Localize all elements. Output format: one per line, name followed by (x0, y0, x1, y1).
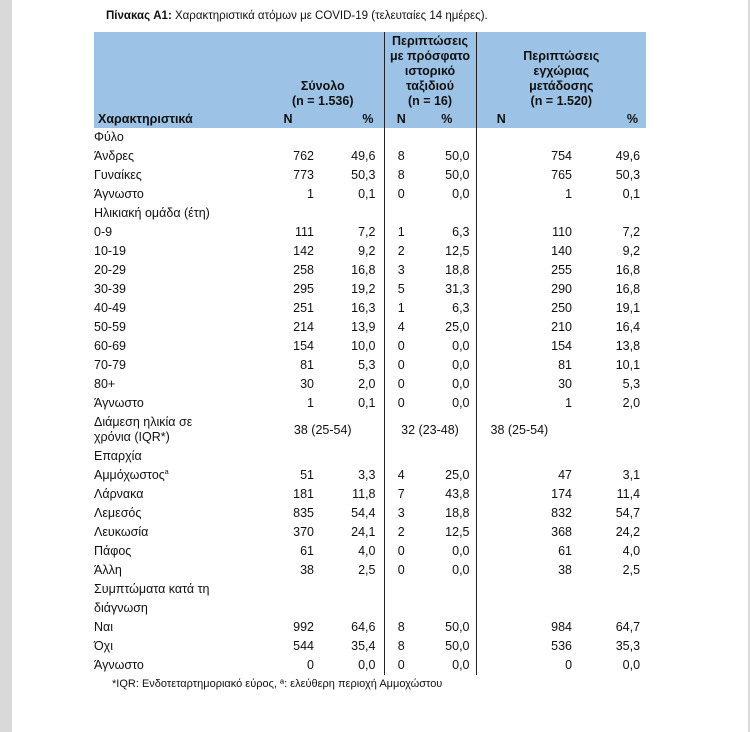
table-row (94, 185, 646, 204)
value-n: 765 (551, 168, 573, 182)
value-pct: 4,0 (622, 544, 641, 558)
value-pct: 12,5 (445, 244, 470, 258)
value-pct: 18,8 (445, 263, 470, 277)
row-label-text: Πάφος (94, 544, 132, 558)
value-pct: 24,1 (351, 525, 376, 539)
row-label-text: Άγνωστο (94, 658, 144, 672)
table-row (94, 166, 646, 185)
value-pct: 43,8 (445, 487, 470, 501)
value-pct: 2,0 (358, 377, 376, 391)
empty-cell (476, 185, 526, 204)
row-label-text: Γυναίκες (94, 168, 142, 182)
empty-cell (262, 580, 384, 599)
table-row (94, 466, 646, 485)
value-pct: 11,4 (616, 487, 641, 501)
value-n: 255 (551, 263, 573, 277)
row-label-text: 40-49 (94, 301, 126, 315)
table-row (94, 223, 646, 242)
header-group-travel (384, 32, 476, 111)
value-pct: 49,6 (615, 149, 641, 163)
empty-cell (384, 447, 476, 466)
value-n: 0 (307, 658, 314, 672)
row-label (94, 466, 262, 485)
value-n: 251 (293, 301, 314, 315)
empty-cell (476, 147, 526, 166)
value-pct: 50,0 (445, 639, 470, 653)
table-row (94, 299, 646, 318)
value-pct: 25,0 (445, 320, 470, 334)
value-n: 181 (293, 487, 314, 501)
value-pct: 0,0 (452, 339, 470, 353)
empty-cell (476, 223, 526, 242)
header-row-groups (94, 32, 646, 111)
row-label-text: 0-9 (94, 225, 113, 239)
value-pct: 6,3 (452, 301, 470, 315)
value-n: 832 (551, 506, 573, 520)
empty-cell (476, 504, 526, 523)
row-label (94, 242, 262, 261)
value-n: 3 (384, 261, 418, 280)
table-row (94, 656, 646, 675)
value-n: 536 (551, 639, 573, 653)
value-pct: 9,2 (622, 244, 641, 258)
header-group-total (262, 32, 384, 111)
row-label-text: Αμμόχωστος (94, 468, 165, 482)
row-label-text: Όχι (94, 639, 114, 653)
empty-cell (262, 128, 384, 147)
median-value: 38 (25-54) (476, 413, 646, 447)
row-label-text: 10-19 (94, 244, 126, 258)
value-pct: 9,2 (358, 244, 376, 258)
value-pct: 3,3 (358, 468, 376, 482)
empty-cell (262, 204, 384, 223)
empty-cell (476, 485, 526, 504)
row-label (94, 261, 262, 280)
row-label-text: Άγνωστο (94, 187, 144, 201)
empty-cell (476, 166, 526, 185)
empty-cell (476, 637, 526, 656)
value-n: 81 (300, 358, 314, 372)
row-label-text: Άνδρες (94, 149, 135, 163)
table-row (94, 580, 646, 599)
value-pct: 0,0 (452, 396, 470, 410)
value-pct: 2,5 (622, 563, 641, 577)
value-n: 214 (293, 320, 314, 334)
table-row (94, 337, 646, 356)
row-label-text: Ναι (94, 620, 114, 634)
value-pct: 0,0 (452, 563, 470, 577)
row-label (94, 618, 262, 637)
empty-cell (476, 466, 526, 485)
empty-cell (384, 128, 476, 147)
table-row (94, 523, 646, 542)
value-n: 0 (384, 375, 418, 394)
value-pct: 12,5 (445, 525, 470, 539)
value-pct: 19,2 (351, 282, 376, 296)
footnote: *IQR: Ενδοτεταρτημοριακό εύρος, ª: ελεύθερη περιοχή Αμμοχώστου (112, 678, 443, 690)
value-n: 5 (384, 280, 418, 299)
value-n: 210 (551, 320, 573, 334)
value-n: 154 (551, 339, 573, 353)
value-pct: 19,1 (615, 301, 641, 315)
header-group-line: Σύνολο (300, 79, 345, 93)
value-pct: 7,2 (622, 225, 641, 239)
value-n: 258 (293, 263, 314, 277)
value-pct: 7,2 (358, 225, 376, 239)
category-label: Φύλο (94, 130, 124, 144)
footnote-marker: a (164, 468, 169, 476)
empty-cell (476, 447, 646, 466)
value-pct: 2,5 (358, 563, 376, 577)
value-n: 4 (384, 318, 418, 337)
value-pct: 0,0 (622, 658, 641, 672)
value-n: 8 (384, 618, 418, 637)
value-pct: 16,3 (351, 301, 376, 315)
value-pct: 0,0 (452, 377, 470, 391)
value-n: 2 (384, 242, 418, 261)
header-characteristics: Χαρακτηριστικά (94, 111, 262, 128)
value-n: 0 (384, 656, 418, 675)
table-row (94, 542, 646, 561)
row-label (94, 394, 262, 413)
category-label (94, 413, 262, 447)
row-label (94, 375, 262, 394)
value-pct: 6,3 (452, 225, 470, 239)
document-page (12, 0, 748, 732)
row-label (94, 223, 262, 242)
value-pct: 49,6 (351, 149, 376, 163)
value-n: 3 (384, 504, 418, 523)
row-label (94, 542, 262, 561)
table-caption (106, 10, 488, 22)
header-group-line: ταξιδιού (406, 79, 454, 93)
empty-cell (384, 204, 476, 223)
header-group-line: (n = 1.536) (292, 94, 354, 108)
header-group-line: με πρόσφατο (389, 49, 471, 63)
value-pct: 50,0 (445, 168, 470, 182)
header-n: N (262, 111, 314, 128)
value-n: 51 (300, 468, 314, 482)
row-label (94, 147, 262, 166)
value-pct: 16,8 (615, 263, 641, 277)
row-label-text: Λευκωσία (94, 525, 149, 539)
empty-cell (476, 618, 526, 637)
value-pct: 35,3 (615, 639, 641, 653)
header-group-line: μετάδοσης (529, 79, 594, 93)
empty-cell (476, 128, 646, 147)
header-n: N (476, 111, 526, 128)
value-n: 984 (551, 620, 573, 634)
value-pct: 50,3 (615, 168, 641, 182)
value-pct: 64,6 (351, 620, 376, 634)
value-n: 1 (307, 396, 314, 410)
caption-label: Πίνακας A1: (106, 10, 172, 22)
table-row (94, 318, 646, 337)
data-table (94, 32, 646, 675)
row-label-text: 80+ (94, 377, 116, 391)
value-n: 773 (293, 168, 314, 182)
row-label (94, 356, 262, 375)
value-pct: 0,1 (622, 187, 641, 201)
value-pct: 0,0 (452, 658, 470, 672)
value-n: 30 (558, 377, 573, 391)
value-n: 368 (551, 525, 573, 539)
value-n: 154 (293, 339, 314, 353)
row-label-text: Άλλη (94, 563, 122, 577)
value-n: 0 (384, 394, 418, 413)
row-label-text: 50-59 (94, 320, 126, 334)
value-pct: 24,2 (615, 525, 641, 539)
value-n: 0 (384, 561, 418, 580)
median-value: 32 (23-48) (384, 413, 476, 447)
table-row (94, 599, 646, 618)
value-pct: 0,0 (452, 358, 470, 372)
value-n: 0 (384, 542, 418, 561)
row-label (94, 280, 262, 299)
empty-cell (476, 337, 526, 356)
header-group-line: Περιπτώσεις (392, 34, 468, 48)
value-pct: 50,0 (445, 149, 470, 163)
header-group-line: ιστορικό (404, 64, 456, 78)
value-n: 174 (551, 487, 573, 501)
value-n: 8 (384, 637, 418, 656)
value-pct: 3,1 (622, 468, 641, 482)
row-label-text: Λάρνακα (94, 487, 144, 501)
value-pct: 50,0 (445, 620, 470, 634)
row-label (94, 637, 262, 656)
value-n: 1 (384, 299, 418, 318)
empty-cell (476, 561, 526, 580)
row-label (94, 485, 262, 504)
value-n: 754 (551, 149, 573, 163)
value-pct: 13,8 (615, 339, 641, 353)
value-pct: 0,0 (452, 187, 470, 201)
value-n: 835 (293, 506, 314, 520)
value-pct: 0,1 (358, 187, 376, 201)
value-n: 81 (558, 358, 573, 372)
value-n: 47 (558, 468, 573, 482)
value-n: 0 (384, 337, 418, 356)
row-label-text: 60-69 (94, 339, 126, 353)
value-n: 250 (551, 301, 573, 315)
row-label (94, 656, 262, 675)
value-n: 4 (384, 466, 418, 485)
table-row (94, 561, 646, 580)
empty-cell (476, 356, 526, 375)
row-label-text: Άγνωστο (94, 396, 144, 410)
label-line: Διάμεση ηλικία σε (94, 415, 193, 429)
table-row (94, 637, 646, 656)
table-row (94, 618, 646, 637)
value-n: 370 (293, 525, 314, 539)
value-n: 142 (293, 244, 314, 258)
value-pct: 54,7 (615, 506, 641, 520)
header-group-line: εγχώριας (533, 64, 590, 78)
value-n: 38 (558, 563, 573, 577)
empty-cell (476, 394, 526, 413)
empty-cell (476, 523, 526, 542)
category-label: Συμπτώματα κατά τη (94, 582, 210, 596)
caption-text: Χαρακτηριστικά ατόμων με COVID-19 (τελευταίες 14 ημέρες). (174, 10, 488, 22)
empty-cell (476, 580, 646, 599)
empty-cell (262, 599, 384, 618)
category-label: Ηλικιακή ομάδα (έτη) (94, 206, 210, 220)
category-label: Επαρχία (94, 449, 142, 463)
value-pct: 5,3 (358, 358, 376, 372)
table-row (94, 447, 646, 466)
table-row (94, 261, 646, 280)
value-n: 1 (565, 396, 573, 410)
value-n: 8 (384, 147, 418, 166)
empty-cell (476, 599, 646, 618)
value-pct: 16,8 (615, 282, 641, 296)
table-row (94, 242, 646, 261)
header-group-local (476, 32, 646, 111)
header-group-line: Περιπτώσεις (523, 49, 600, 63)
header-group-line: (n = 16) (407, 94, 453, 108)
value-pct: 35,4 (351, 639, 376, 653)
value-n: 0 (565, 658, 573, 672)
empty-cell (476, 299, 526, 318)
row-label (94, 318, 262, 337)
value-pct: 18,8 (445, 506, 470, 520)
table-row (94, 413, 646, 447)
row-label (94, 504, 262, 523)
value-n: 0 (384, 185, 418, 204)
row-label-text: 70-79 (94, 358, 126, 372)
value-n: 1 (565, 187, 573, 201)
value-pct: 16,4 (615, 320, 641, 334)
header-pct: % (418, 111, 476, 128)
table-row (94, 485, 646, 504)
value-n: 111 (294, 225, 314, 239)
value-pct: 0,0 (358, 658, 376, 672)
value-pct: 10,0 (351, 339, 376, 353)
row-label (94, 166, 262, 185)
row-label (94, 523, 262, 542)
row-label (94, 337, 262, 356)
value-n: 992 (293, 620, 314, 634)
median-value: 38 (25-54) (293, 422, 352, 437)
value-pct: 0,0 (452, 544, 470, 558)
row-label-text: 30-39 (94, 282, 126, 296)
label-line: χρόνια (IQR*) (94, 430, 170, 444)
value-pct: 50,3 (351, 168, 376, 182)
value-pct: 2,0 (622, 396, 641, 410)
empty-cell (384, 599, 476, 618)
row-label (94, 185, 262, 204)
empty-cell (476, 656, 526, 675)
value-n: 1 (384, 223, 418, 242)
value-pct: 11,8 (352, 487, 376, 501)
empty-cell (476, 280, 526, 299)
category-label: διάγνωση (94, 601, 148, 615)
row-label-text: Λεμεσός (94, 506, 142, 520)
empty-cell (384, 580, 476, 599)
value-pct: 54,4 (351, 506, 376, 520)
header-row-columns (94, 111, 646, 128)
empty-cell (476, 542, 526, 561)
value-n: 140 (551, 244, 573, 258)
value-pct: 16,8 (351, 263, 376, 277)
table-row (94, 375, 646, 394)
value-pct: 0,1 (358, 396, 376, 410)
table-row (94, 147, 646, 166)
value-n: 7 (384, 485, 418, 504)
value-n: 2 (384, 523, 418, 542)
empty-cell (476, 242, 526, 261)
value-n: 544 (293, 639, 314, 653)
header-pct: % (314, 111, 384, 128)
value-pct: 25,0 (445, 468, 470, 482)
row-label-text: 20-29 (94, 263, 126, 277)
table-row (94, 280, 646, 299)
value-pct: 64,7 (615, 620, 641, 634)
value-n: 290 (551, 282, 573, 296)
value-n: 8 (384, 166, 418, 185)
value-n: 61 (558, 544, 573, 558)
empty-cell (476, 318, 526, 337)
header-group-line: (n = 1.520) (530, 94, 593, 108)
empty-cell (476, 261, 526, 280)
value-n: 295 (293, 282, 314, 296)
table-row (94, 356, 646, 375)
table-row (94, 504, 646, 523)
value-n: 762 (293, 149, 314, 163)
table-body (94, 128, 646, 675)
value-pct: 10,1 (615, 358, 641, 372)
empty-cell (476, 375, 526, 394)
value-n: 0 (384, 356, 418, 375)
empty-cell (262, 447, 384, 466)
value-pct: 13,9 (351, 320, 376, 334)
table-row (94, 394, 646, 413)
row-label (94, 561, 262, 580)
table-row (94, 204, 646, 223)
header-pct: % (572, 111, 646, 128)
value-pct: 5,3 (622, 377, 641, 391)
table-row (94, 128, 646, 147)
value-pct: 4,0 (358, 544, 376, 558)
value-n: 61 (300, 544, 314, 558)
empty-cell (476, 204, 646, 223)
row-label (94, 299, 262, 318)
header-n: N (384, 111, 418, 128)
value-pct: 31,3 (445, 282, 470, 296)
value-n: 38 (300, 563, 314, 577)
value-n: 30 (300, 377, 314, 391)
value-n: 110 (552, 225, 573, 239)
value-n: 1 (307, 187, 314, 201)
